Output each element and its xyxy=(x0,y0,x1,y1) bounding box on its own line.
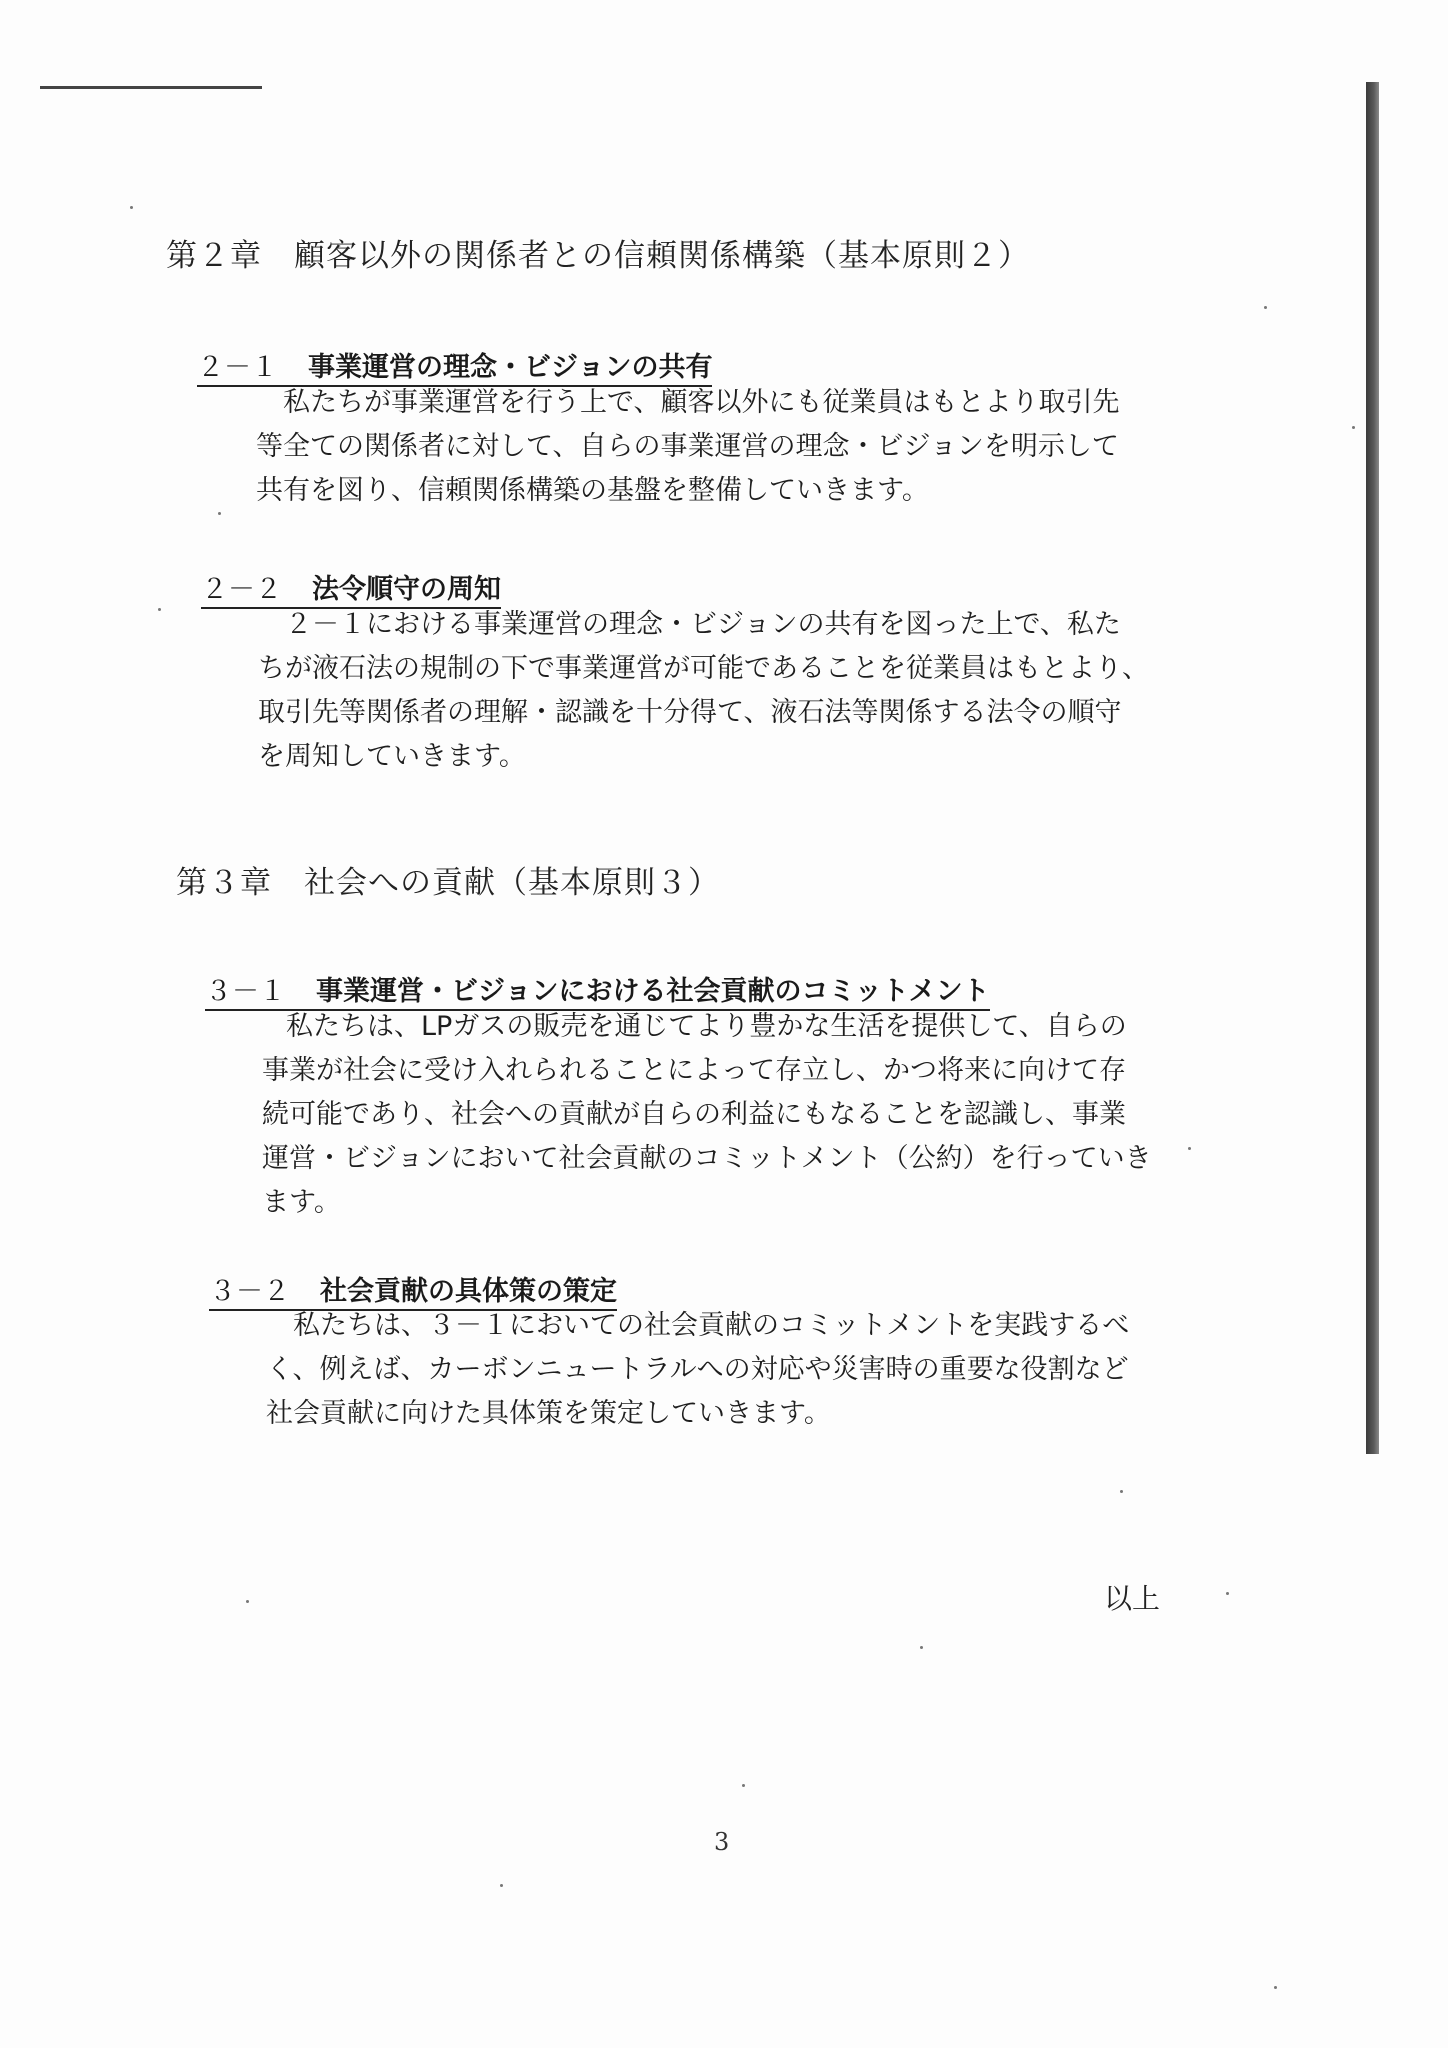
section-2-2-body xyxy=(258,603,1149,779)
body-line: 私たちが事業運営を行う上で、顧客以外にも従業員はもとより取引先 xyxy=(283,387,1120,418)
section-number: ３－２ xyxy=(209,1276,290,1307)
closing-mark: 以上 xyxy=(1104,1582,1161,1615)
scan-speck xyxy=(130,206,133,209)
body-line: ちが液石法の規制の下で事業運営が可能であることを従業員はもとより、 xyxy=(258,653,1149,684)
section-title: 事業運営の理念・ビジョンの共有 xyxy=(308,352,713,383)
scan-speck xyxy=(1274,1986,1277,1989)
scan-speck xyxy=(742,1784,745,1787)
scan-speck xyxy=(218,512,221,515)
section-title: 事業運営・ビジョンにおける社会貢献のコミットメント xyxy=(316,976,990,1007)
section-number: ３－１ xyxy=(205,976,286,1007)
body-line: 続可能であり、社会への貢献が自らの利益にもなることを認識し、事業 xyxy=(262,1099,1126,1130)
body-line: ２－１における事業運営の理念・ビジョンの共有を図った上で、私た xyxy=(285,609,1121,640)
section-2-1-body xyxy=(256,381,1119,513)
body-line: ます。 xyxy=(262,1187,341,1218)
scan-speck xyxy=(158,608,161,611)
scan-shadow-edge xyxy=(1366,82,1379,1454)
section-title: 法令順守の周知 xyxy=(312,574,501,605)
scan-speck xyxy=(920,1646,923,1649)
scan-edge-line xyxy=(40,86,262,89)
scan-speck xyxy=(1120,1490,1123,1493)
body-line: 運営・ビジョンにおいて社会貢献のコミットメント（公約）を行っていき xyxy=(262,1143,1152,1174)
chapter-2-title: 第２章 顧客以外の関係者との信頼関係構築（基本原則２） xyxy=(166,238,1030,274)
chapter-3-title: 第３章 社会への貢献（基本原則３） xyxy=(176,865,720,901)
body-line: 共有を図り、信頼関係構築の基盤を整備していきます。 xyxy=(256,475,929,506)
body-line: 社会貢献に向けた具体策を策定していきます。 xyxy=(266,1398,831,1429)
scan-speck xyxy=(500,1884,503,1887)
page-number: 3 xyxy=(714,1828,730,1856)
body-line: を周知していきます。 xyxy=(258,741,526,772)
body-line: 取引先等関係者の理解・認識を十分得て、液石法等関係する法令の順守 xyxy=(258,697,1122,728)
section-number: ２－１ xyxy=(197,352,278,383)
scan-speck xyxy=(1188,1147,1191,1150)
scan-speck xyxy=(1226,1592,1229,1595)
scan-speck xyxy=(246,1600,249,1603)
section-3-2-body xyxy=(266,1304,1129,1436)
body-line: く、例えば、カーボンニュートラルへの対応や災害時の重要な役割など xyxy=(266,1354,1129,1385)
section-3-1-body xyxy=(262,1005,1152,1225)
section-number: ２－２ xyxy=(201,574,282,605)
scan-speck xyxy=(1352,426,1355,429)
body-line: 事業が社会に受け入れられることによって存立し、かつ将来に向けて存 xyxy=(262,1055,1126,1086)
body-line: 私たちは、３－１においての社会貢献のコミットメントを実践するべ xyxy=(293,1310,1130,1341)
body-line: 私たちは、LPガスの販売を通じてより豊かな生活を提供して、自らの xyxy=(286,1011,1127,1042)
section-title: 社会貢献の具体策の策定 xyxy=(320,1276,617,1307)
body-line: 等全ての関係者に対して、自らの事業運営の理念・ビジョンを明示して xyxy=(256,431,1119,462)
scan-speck xyxy=(1264,306,1267,309)
